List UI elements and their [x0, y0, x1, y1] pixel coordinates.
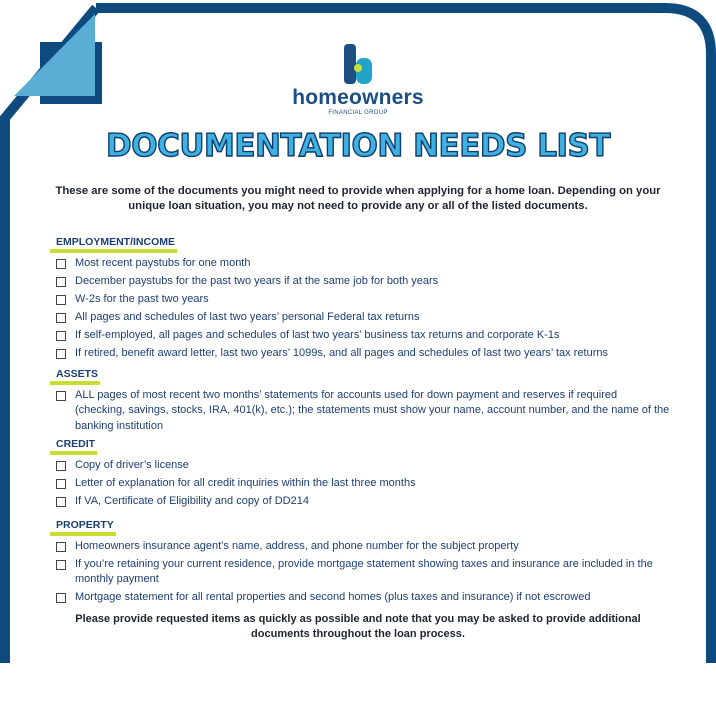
checklist-item [50, 292, 670, 308]
section-property [50, 515, 670, 606]
checklist-item [50, 476, 670, 492]
checkbox[interactable] [56, 542, 66, 552]
section-heading: EMPLOYMENT/INCOME [50, 237, 177, 253]
page-fold-corner [14, 14, 95, 96]
checkbox[interactable] [56, 593, 66, 603]
checklist-item [50, 388, 670, 435]
checkbox[interactable] [56, 349, 66, 359]
checkbox[interactable] [56, 479, 66, 489]
checkbox[interactable] [56, 461, 66, 471]
checkbox[interactable] [56, 313, 66, 323]
checklist-item [50, 346, 670, 362]
checklist-item [50, 590, 670, 606]
section-employment-income [50, 232, 670, 361]
checklist-item [50, 539, 670, 555]
checkbox[interactable] [56, 497, 66, 507]
checklist-item-label: W-2s for the past two years [75, 292, 209, 305]
section-heading: PROPERTY [50, 520, 116, 536]
section-assets [50, 364, 670, 434]
checklist-item-label: If you’re retaining your current residence, provide mortgage statement showing taxes and insurance are included in the monthly payment [75, 557, 653, 585]
checkbox[interactable] [56, 295, 66, 305]
checklist-item-label: If VA, Certificate of Eligibility and copy of DD214 [75, 494, 309, 507]
checklist-item-label: All pages and schedules of last two years’ personal Federal tax returns [75, 310, 420, 323]
checklist-item [50, 458, 670, 474]
checkbox[interactable] [56, 277, 66, 287]
brand-name: homeowners [292, 86, 424, 109]
closing-note: Please provide requested items as quickly as possible and note that you may be asked to provide additional documents throughout the loan process. [75, 613, 641, 640]
section-heading: ASSETS [50, 369, 100, 385]
section-credit [50, 434, 670, 509]
checkbox[interactable] [56, 391, 66, 401]
checklist-item-label: Homeowners insurance agent’s name, address, and phone number for the subject property [75, 539, 519, 552]
checkbox[interactable] [56, 560, 66, 570]
page-title: DOCUMENTATION NEEDS LIST [106, 128, 610, 164]
checklist-item-label: If self-employed, all pages and schedules of last two years’ business tax returns and corporate K-1s [75, 328, 560, 341]
checklist-item [50, 256, 670, 272]
checkbox[interactable] [56, 331, 66, 341]
checklist-item [50, 328, 670, 344]
checklist-item-label: Mortgage statement for all rental properties and second homes (plus taxes and insurance) if not escrowed [75, 591, 591, 603]
checklist-item-label: If retired, benefit award letter, last two years’ 1099s, and all pages and schedules of last two years’ tax returns [75, 346, 608, 359]
checklist-item-label: Letter of explanation for all credit inquiries within the last three months [75, 476, 416, 489]
checklist-item-label: December paystubs for the past two years if at the same job for both years [75, 274, 439, 287]
checkbox[interactable] [56, 259, 66, 269]
intro-text: These are some of the documents you might need to provide when applying for a home loan. Depending on your unique loan situation, you may not need to provide any or all of the listed documents. [55, 185, 661, 212]
checklist-item [50, 557, 670, 588]
brand-tagline: FINANCIAL GROUP [328, 110, 388, 116]
checklist-item [50, 310, 670, 326]
checklist-item [50, 274, 670, 290]
homeowners-logo-icon [342, 44, 374, 86]
checklist-item-label: ALL pages of most recent two months’ statements for accounts used for down payment and reserves if required (checking, savings, stocks, IRA, 401(k), etc.); the statements must show your name, account number, and the name of the banking institution [75, 388, 670, 432]
checklist-item [50, 494, 670, 510]
section-heading: CREDIT [50, 439, 97, 455]
checklist-item-label: Most recent paystubs for one month [75, 256, 251, 269]
checklist-item-label: Copy of driver’s license [75, 458, 189, 471]
